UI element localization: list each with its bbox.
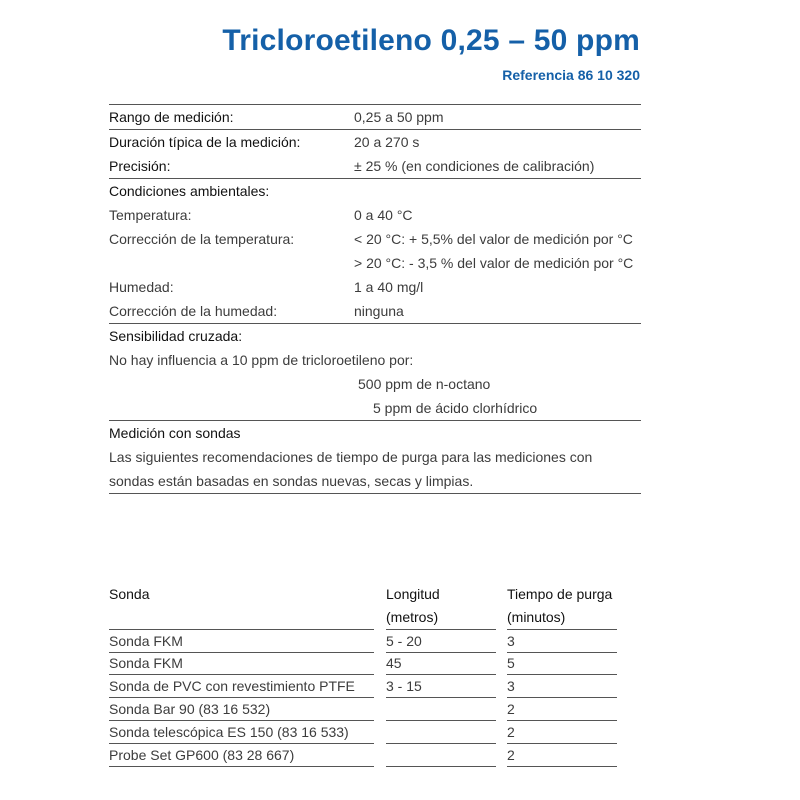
correccion-hum-label: Corrección de la humedad:: [109, 303, 278, 319]
cell-sonda: Sonda telescópica ES 150 (83 16 533): [109, 721, 374, 744]
sensibilidad-label: Sensibilidad cruzada:: [109, 328, 243, 344]
page-title: Tricloroetileno 0,25 – 50 ppm: [222, 24, 640, 57]
cell-longitud: [386, 744, 496, 767]
spec-row-sensibilidad-text: [109, 348, 641, 372]
header-longitud-line-1: Longitud: [386, 586, 440, 602]
cell-longitud: 45: [386, 652, 496, 675]
rango-value: 0,25 a 50 ppm: [354, 109, 444, 125]
correccion-temp-value-1: < 20 °C: + 5,5% del valor de medición por °C: [354, 231, 633, 247]
spec-row-rango: [109, 104, 641, 130]
rango-label: Rango de medición:: [109, 109, 234, 125]
header-longitud: [386, 583, 496, 629]
correccion-hum-value: ninguna: [354, 303, 404, 319]
cell-tiempo: 2: [507, 744, 617, 767]
spec-row-correccion-temp-2: [109, 251, 641, 275]
humedad-value: 1 a 40 mg/l: [354, 279, 424, 295]
header-tiempo-line-2: (minutos): [507, 609, 566, 625]
sondas-text-1: Las siguientes recomendaciones de tiempo de purga para las mediciones con: [109, 449, 593, 465]
spec-row-sondas: [109, 421, 641, 445]
cell-longitud: 5 - 20: [386, 629, 496, 653]
cell-longitud: 3 - 15: [386, 675, 496, 698]
cell-tiempo: 2: [507, 721, 617, 744]
cell-sonda: Sonda de PVC con revestimiento PTFE: [109, 675, 374, 698]
precision-value: ± 25 % (en condiciones de calibración): [354, 158, 595, 174]
spec-row-sensibilidad-item-2: [109, 396, 641, 421]
temperatura-value: 0 a 40 °C: [354, 207, 413, 223]
cell-sonda: Sonda Bar 90 (83 16 532): [109, 698, 374, 721]
cell-sonda: Probe Set GP600 (83 28 667): [109, 744, 374, 767]
header-sonda: [109, 583, 374, 606]
cell-sonda: Sonda FKM: [109, 629, 374, 653]
header-tiempo-line-1: Tiempo de purga: [507, 586, 613, 602]
cell-tiempo: 2: [507, 698, 617, 721]
spec-sheet: [109, 104, 641, 494]
sensibilidad-item-2: 5 ppm de ácido clorhídrico: [373, 400, 538, 416]
cell-sonda: Sonda FKM: [109, 652, 374, 675]
spec-row-sensibilidad-item-1: [109, 372, 641, 396]
spec-row-condiciones: [109, 179, 641, 203]
cell-tiempo: 3: [507, 675, 617, 698]
spec-row-humedad: [109, 275, 641, 299]
header-tiempo: [507, 583, 617, 629]
correccion-temp-value-2: > 20 °C: - 3,5 % del valor de medición por °C: [354, 255, 634, 271]
temperatura-label: Temperatura:: [109, 207, 192, 223]
spec-row-duracion: [109, 130, 641, 154]
header-longitud-line-2: (metros): [386, 609, 439, 625]
sensibilidad-text: No hay influencia a 10 ppm de tricloroetileno por:: [109, 352, 414, 368]
correccion-temp-label: Corrección de la temperatura:: [109, 231, 295, 247]
header-sonda-text: Sonda: [109, 586, 150, 602]
spec-row-precision: [109, 154, 641, 179]
sensibilidad-item-1: 500 ppm de n-octano: [358, 376, 491, 392]
spec-row-sondas-text-1: [109, 445, 641, 469]
duracion-value: 20 a 270 s: [354, 134, 420, 150]
sondas-label: Medición con sondas: [109, 425, 241, 441]
spec-row-correccion-temp: [109, 227, 641, 251]
cell-tiempo: 3: [507, 629, 617, 653]
condiciones-label: Condiciones ambientales:: [109, 183, 270, 199]
cell-longitud: [386, 721, 496, 744]
sondas-text-2: sondas están basadas en sondas nuevas, secas y limpias.: [109, 473, 474, 489]
spec-row-temperatura: [109, 203, 641, 227]
humedad-label: Humedad:: [109, 279, 174, 295]
spec-row-sondas-text-2: [109, 469, 641, 494]
reference-number: Referencia 86 10 320: [502, 67, 640, 83]
spec-row-correccion-hum: [109, 299, 641, 324]
duracion-label: Duración típica de la medición:: [109, 134, 301, 150]
cell-tiempo: 5: [507, 652, 617, 675]
spec-row-sensibilidad: [109, 324, 641, 348]
cell-longitud: [386, 698, 496, 721]
precision-label: Precisión:: [109, 158, 171, 174]
